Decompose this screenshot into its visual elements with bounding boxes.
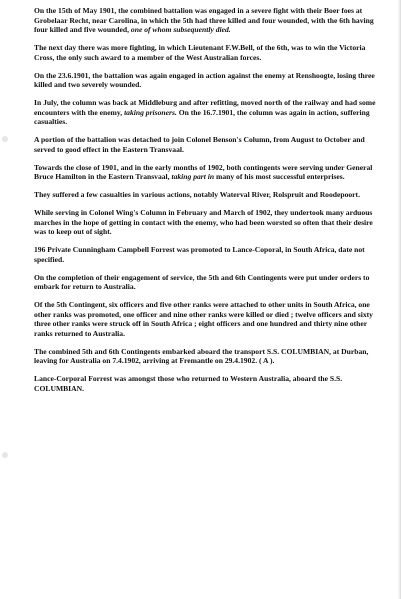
paragraph-text-italic: taking prisoners. bbox=[124, 107, 177, 117]
paragraph-text: In July, the column was back at Middleburg and after refitting, moved north of the railway and had some encounters with the enemy, bbox=[34, 98, 376, 117]
paragraph-bruce-hamilton bbox=[34, 163, 385, 182]
paragraph-text: many of his most successful enterprises. bbox=[214, 172, 345, 181]
paragraph-text: While serving in Colonel Wing's Column in February and March of 1902, they undertook many arduous marches in the hope of getting in contact with the enemy, who had been worsted so often that their desire was to keep out of sight. bbox=[34, 208, 373, 236]
paragraph-middleburg bbox=[34, 98, 385, 127]
paragraph-completion-service bbox=[34, 273, 385, 292]
paragraph-text: The next day there was more fighting, in which Lieutenant F.W.Bell, of the 6th, was to win the Victoria Cross, the only such award to a member of the West Australian forces. bbox=[34, 43, 366, 62]
paragraph-text: A portion of the battalion was detached to join Colonel Benson's Column, from August to October and served to good effect in the Eastern Transvaal. bbox=[34, 135, 365, 154]
paragraph-text: 196 Private Cunningham Campbell Forrest was promoted to Lance-Coporal, in South Africa, date not specified. bbox=[34, 245, 365, 264]
paragraph-text-italic: taking part in bbox=[171, 172, 215, 181]
paragraph-victoria-cross bbox=[34, 43, 385, 62]
paragraph-embarkation bbox=[34, 347, 385, 366]
paragraph-wing-column bbox=[34, 208, 385, 237]
paragraph-text: Lance-Corporal Forrest was amongst those who returned to Western Australia, aboard the S.S. COLUMBIAN. bbox=[34, 374, 343, 393]
paragraph-benson-column bbox=[34, 135, 385, 154]
paragraph-casualties bbox=[34, 190, 385, 200]
paragraph-text-italic: one of whom subsequently died. bbox=[130, 25, 231, 34]
binding-hole-mark bbox=[2, 136, 8, 142]
binding-hole-mark bbox=[2, 452, 8, 458]
paragraph-forrest-promotion bbox=[34, 245, 385, 264]
paragraph-text: On the 16.7.1901, the column was again in action, suffering casualties. bbox=[34, 107, 370, 126]
paragraph-text: On the 23.6.1901, the battalion was again engaged in action against the enemy at Renshoogte, losing three killed and two severely wounded. bbox=[34, 70, 375, 89]
paragraph-grobelaar-recht bbox=[34, 6, 385, 35]
paragraph-text: On the completion of their engagement of service, the 5th and 6th Contingents were put under orders to embark for return to Australia. bbox=[34, 272, 370, 291]
paragraph-text: Towards the close of 1901, and in the early months of 1902, both contingents were serving under General Bruce Hamilton in the Eastern Transvaal, bbox=[34, 162, 373, 181]
paragraph-text: They suffered a few casualties in various actions, notably Waterval River, Rolspruit and Roodepoort. bbox=[34, 190, 360, 199]
paragraph-text: Of the 5th Contingent, six officers and five other ranks were attached to other units in South Africa, one other ranks was promoted, one officer and nine other ranks were killed or died ; twelve officers and sixty three other ranks were struck off in South Africa ; eight officers and one hundred and thirty nine other ranks returned to Australia. bbox=[34, 300, 373, 338]
paragraph-text: On the 15th of May 1901, the combined battalion was engaged in a severe fight with their Boer foes at Grobelaar Recht, near Carolina, in which the 5th had three killed and four wounded, with the 6th having four killed and five wounded, bbox=[34, 6, 374, 34]
paragraph-renshoogte bbox=[34, 71, 385, 90]
paragraph-forrest-return bbox=[34, 374, 385, 393]
paragraph-text: The combined 5th and 6th Contingents embarked aboard the transport S.S. COLUMBIAN, at Durban, leaving for Australia on 7.4.1902, arriving at Fremantle on 29.4.1902. ( A ). bbox=[34, 346, 369, 365]
paragraph-5th-contingent-summary bbox=[34, 300, 385, 338]
